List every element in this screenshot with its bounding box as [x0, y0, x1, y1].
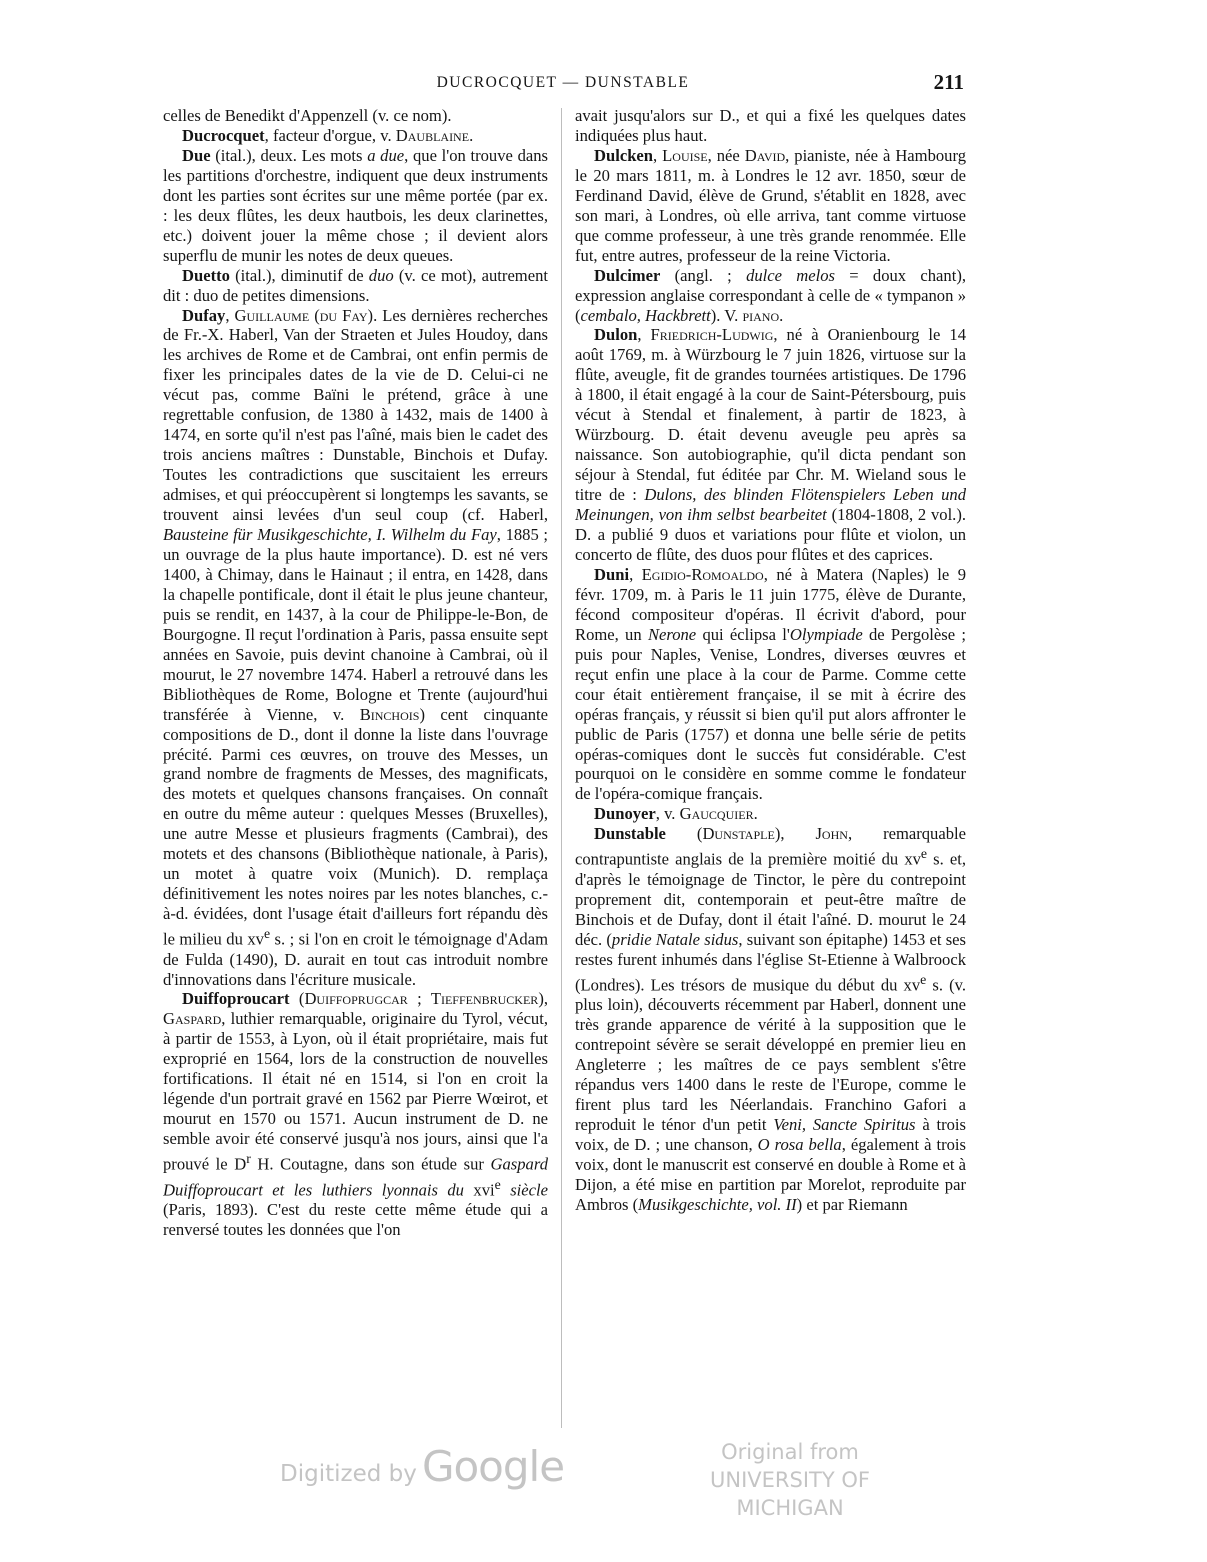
- entry-text: a due: [367, 145, 405, 165]
- entry-text: , que l'on trouve dans les partitions d'orchestre, indiquent que deux instruments dont les parties sont écrites sur une même portée (par ex. : les deux flûtes, les deux hautbois, les deux clarinettes, etc.) doivent jouer la même chose ; il devient alors superflu de munir les notes de deux queues.: [163, 145, 548, 265]
- scan-watermark: [280, 1438, 940, 1520]
- dictionary-entry: [575, 266, 966, 326]
- entry-text: ),: [774, 824, 816, 844]
- entry-headword: Due: [182, 145, 211, 165]
- dictionary-entry: [163, 146, 548, 266]
- entry-text: (1804-1808, 2 vol.). D. a publié 9 duos et variations pour flûte et violon, un concerto de flûte, des duos pour flûtes et des caprices.: [575, 505, 966, 564]
- left-column: [163, 106, 548, 1426]
- digitized-prefix: Digitized by: [280, 1461, 417, 1487]
- entry-text: e: [263, 926, 271, 942]
- dictionary-entry: [575, 804, 966, 824]
- entry-text: John: [815, 824, 848, 844]
- page-number: 211: [933, 70, 964, 94]
- entry-headword: Duni: [594, 564, 630, 584]
- entry-text: cembalo, Hackbrett: [580, 305, 711, 325]
- entry-text: à trois voix, de D. ; une chanson,: [575, 1114, 966, 1154]
- digitized-by-mark: [280, 1442, 564, 1491]
- entry-text: xvi: [463, 1180, 495, 1200]
- entry-text: Bausteine für Musikgeschichte, I. Wilhelm du Fay: [163, 525, 497, 545]
- entry-text: ) et par Riemann: [796, 1194, 908, 1214]
- entry-text: e: [920, 971, 927, 987]
- entry-text: Olympiade: [789, 624, 863, 644]
- entry-text: (Paris, 1893). C'est du reste cette même étude qui a renversé toutes les données que l'on: [163, 1200, 548, 1240]
- entry-text: ) cent cinquante compositions de D., dont il donne la liste dans l'ouvrage précité. Parmi ces œuvres, on trouve des Messes, un grand nombre de fragments de Messes, des magnificats, des motets et quelques chansons françaises. On connaît en outre du même auteur : quelques Messes (Bruxelles), une autre Messe et plusieurs fragments (Cambrai), des motets et des chansons (Bibliothèque nationale, à Paris), un motet à quatre voix (Munich). D. remplaça définitivement les notes noires par les notes blanches, c.-à-d. évidées, dont l'usage était d'ailleurs fort répandu dès le milieu du xv: [163, 704, 548, 949]
- entry-text: (: [289, 989, 305, 1009]
- entry-text: ),: [538, 989, 548, 1009]
- entry-text: , luthier remarquable, originaire du Tyrol, vécut, à partir de 1553, à Lyon, où il était propriétaire, mais fut exproprié en 1564, lors de la construction de nouvelles fortifications. Il était né en 1514, si l'on en croit la légende d'un portrait gravé en 1562 par Pierre Wœirot, et mourut en 1570 ou 1571. Aucun instrument de D. ne semble avoir été conservé jusqu'à nos jours, ainsi que l'a prouvé le D: [163, 1009, 548, 1174]
- entry-text: Friedrich-Ludwig: [650, 325, 774, 345]
- entry-text: (ital.), diminutif de: [229, 265, 369, 285]
- entry-text: Egidio-Romoaldo: [641, 564, 764, 584]
- entry-text: dulce melos: [746, 265, 835, 285]
- entry-text: Gaspard: [163, 1009, 222, 1029]
- entry-text: piano: [742, 305, 780, 325]
- entry-text: ,: [653, 145, 663, 165]
- entry-text: Musikgeschichte, vol. II: [638, 1194, 797, 1214]
- entry-text: = doux chant), expression anglaise correspondant à celle de « tympanon » (: [575, 265, 966, 325]
- entry-text: Guillaume (du Fay): [234, 305, 374, 325]
- university-label: UNIVERSITY OF MICHIGAN: [710, 1468, 870, 1520]
- entry-text: de Pergolèse ; puis pour Naples, Venise, Londres, diverses œuvres et reçut enfin une place à la cour de Parme. Comme cette cour était entièrement française, il se mit à écrire des opéras français, y réussit si bien qu'il put alors affronter le public de Paris (1757) et donna une belle série de petits opéras-comiques dont le succès fut considérable. C'est pourquoi on le considère en somme comme le fondateur de l'opéra-comique français.: [575, 624, 966, 804]
- entry-text: s. et, d'après le témoignage de Tinctor, le père du contrepoint proprement dit, contemporain et peut-être maître de Binchois et de Dufay, dont il était l'aîné. D. mourut le 24 déc. (: [575, 849, 966, 949]
- entry-text: e: [494, 1176, 501, 1192]
- entry-headword: Duetto: [182, 265, 230, 285]
- entry-text: .: [469, 125, 474, 145]
- entry-text: Gaucquier: [679, 804, 754, 824]
- entry-text: , également à trois voix, dont le manuscrit est conservé en double à Rome et à Dijon, a été mise en partition par Morelot, reproduite par Ambros (: [575, 1134, 966, 1214]
- dictionary-entry: [575, 325, 966, 564]
- entry-headword: Duiffoproucart: [182, 989, 290, 1009]
- running-head: DUCROCQUET — DUNSTABLE: [436, 74, 690, 91]
- page-header: [160, 70, 966, 104]
- dictionary-entry: [163, 989, 548, 1240]
- entry-text: (v. ce mot), autrement dit : duo de petites dimensions.: [163, 265, 548, 305]
- entry-text: (: [665, 824, 703, 844]
- entry-headword: Dulon: [594, 325, 638, 345]
- entry-headword: Dunoyer: [594, 804, 656, 824]
- entry-headword: Dulcken: [594, 145, 654, 165]
- entry-text: , née: [707, 145, 745, 165]
- dictionary-entry: [575, 824, 966, 1214]
- entry-text: , suivant son épitaphe) 1453 et ses restes furent inhumés dans l'église St-Etienne à Walbroock (Londres). Les trésors de musique du début du xv: [575, 929, 966, 995]
- entry-text: (ital.), deux. Les mots: [210, 145, 368, 165]
- dictionary-entry: [575, 146, 966, 266]
- original-from-label: Original from: [721, 1440, 859, 1464]
- entry-text: , né à Matera (Naples) le 9 févr. 1709, m. à Paris le 11 juin 1775, élève de Durante, fécond compositeur d'opéras. Il écrivit d'abord, pour Rome, un: [575, 564, 966, 644]
- entry-text: Daublaine: [395, 125, 470, 145]
- entry-text: David: [744, 145, 786, 165]
- entry-text: e: [920, 846, 928, 862]
- entry-text: r: [246, 1151, 251, 1167]
- entry-text: pridie Natale sidus: [611, 929, 739, 949]
- entry-text: ). V.: [710, 305, 743, 325]
- entry-text: Binchois: [359, 704, 420, 724]
- entry-text: celles de Benedikt d'Appenzell (v. ce nom).: [163, 106, 452, 125]
- entry-text: Nerone: [647, 624, 697, 644]
- continued-paragraph: [163, 106, 548, 126]
- entry-text: .: [779, 305, 784, 325]
- google-wordmark: Google: [421, 1442, 565, 1491]
- entry-text: , pianiste, née à Hambourg le 20 mars 1811, m. à Londres le 12 avr. 1850, sœur de Ferdinand David, élève de Grund, s'établit en 1828, avec son mari, à Londres, où elle arriva, tant comme virtuose que comme professeur, à une très grande renommée. Elle fut, entre autres, professeur de la reine Victoria.: [575, 145, 966, 265]
- original-from-mark: [660, 1438, 920, 1522]
- entry-text: ,: [637, 325, 651, 345]
- entry-text: ,: [225, 305, 235, 325]
- entry-text: .: [753, 804, 758, 824]
- entry-text: s. (v. plus loin), découverts récemment par Haberl, donnent une très grande apparence de vérité à la supposition que le contrepoint sévère se serait développé en premier lieu en Angleterre ; les maîtres de ce pays semblent s'être répandus vers 1400 dans le reste de l'Europe, comme le firent plus tard les Néerlandais. Franchino Gafori a reproduit le ténor d'un petit: [575, 975, 966, 1134]
- dictionary-entry: [163, 266, 548, 306]
- entry-text: Veni, Sancte Spiritus: [773, 1114, 916, 1134]
- entry-text: . Les dernières recherches de Fr.-X. Haberl, Van der Straeten et Jules Houdoy, dans les archives de Rome et de Cambrai, ont enfin permis de fixer les principales dates de la vie de D. Celui-ci ne vécut pas, comme Baïni le prétend, grâce à une regrettable confusion, de 1380 à 1432, mais de 1400 à 1474, en sorte qu'il n'est pas l'aîné, mais bien le cadet des trois anciens maîtres : Dunstable, Binchois et Dufay. Toutes les contradictions que suscitaient les erreurs admises, et qui préoccupèrent si longtemps les savants, se trouvent ainsi levées d'un seul coup (cf. Haberl,: [163, 305, 548, 525]
- entry-headword: Ducrocquet: [182, 125, 265, 145]
- entry-headword: Dunstable: [594, 824, 666, 844]
- entry-headword: Dulcimer: [594, 265, 661, 285]
- entry-headword: Dufay: [182, 305, 226, 325]
- entry-text: s. ; si l'on en croit le témoignage d'Adam de Fulda (1490), D. aurait en tout cas introduit nombre d'innovations dans l'écriture musicale.: [163, 929, 548, 989]
- entry-text: Duiffoprugcar ; Tieffenbrucker: [304, 989, 539, 1009]
- entry-text: Dulons, des blinden Flötenspielers Leben und Meinungen, von ihm selbst bearbeitet: [575, 485, 966, 525]
- entry-text: , facteur d'orgue, v.: [264, 125, 396, 145]
- dictionary-entry: [575, 565, 966, 804]
- entry-text: H. Coutagne, dans son étude sur: [250, 1154, 491, 1174]
- entry-text: Gaspard Duiffoproucart et les luthiers lyonnais du: [163, 1154, 548, 1200]
- dictionary-entry: [163, 126, 548, 146]
- entry-text: , né à Oranienbourg le 14 août 1769, m. à Würzbourg le 7 juin 1826, virtuose sur la flûte, aveugle, fit de grandes tournées artistiques. De 1796 à 1800, il était engagé à la cour de Saint-Pétersbourg, puis vécut à Stendal et finalement, à partir de 1823, à Würzbourg. D. était devenu aveugle peu après sa naissance. Son autobiographie, qu'il dicta pendant son séjour à Stendal, fut éditée par Chr. M. Wieland sous le titre de :: [575, 325, 966, 505]
- entry-text: O rosa bella: [757, 1134, 842, 1154]
- entry-text: (angl. ;: [660, 265, 747, 285]
- entry-text: avait jusqu'alors sur D., et qui a fixé les quelques dates indiquées plus haut.: [575, 106, 966, 145]
- entry-text: qui éclipsa l': [696, 624, 790, 644]
- continued-paragraph: [575, 106, 966, 146]
- entry-text: , remarquable contrapuntiste anglais de la première moitié du xv: [575, 824, 966, 869]
- column-rule: [561, 108, 562, 1428]
- dictionary-entry: [163, 306, 548, 990]
- entry-text: , 1885 ; un ouvrage de la plus haute importance). D. est né vers 1400, à Chimay, dans le Hainaut ; il entra, en 1428, dans la chapelle pontificale, dont il était le plus jeune chanteur, puis se rendit, en 1437, à la cour de Philippe-le-Bon, de Bourgogne. Il reçut l'ordination à Paris, passa ensuite sept années en Savoie, puis devint chanoine à Cambrai, où il mourut, le 27 novembre 1474. Haberl a retrouvé dans les Bibliothèques de Rome, Bologne et Trente (aujourd'hui transférée à Vienne, v.: [163, 525, 548, 724]
- entry-text: duo: [368, 265, 394, 285]
- entry-text: Dunstaple: [702, 824, 775, 844]
- right-column: [575, 106, 966, 1426]
- entry-text: ,: [629, 564, 642, 584]
- entry-text: , v.: [655, 804, 680, 824]
- entry-text: Louise: [662, 145, 708, 165]
- entry-text: siècle: [500, 1180, 548, 1200]
